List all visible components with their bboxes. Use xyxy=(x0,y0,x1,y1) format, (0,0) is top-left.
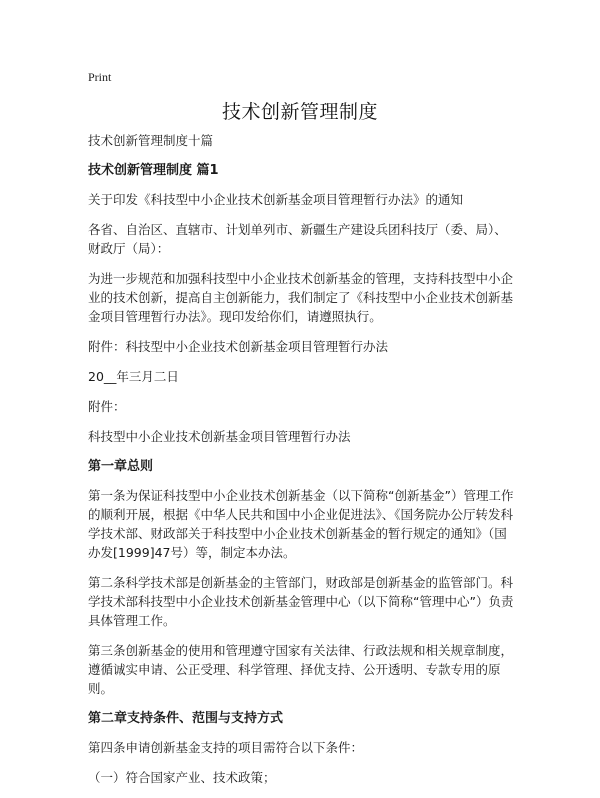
document-body xyxy=(88,131,514,798)
section-heading: 技术创新管理制度 篇1 xyxy=(88,163,219,178)
attachment-line: 附件：科技型中小企业技术创新基金项目管理暂行办法 xyxy=(88,339,389,354)
chapter1-heading: 第一章总则 xyxy=(88,459,154,474)
notice-title: 关于印发《科技型中小企业技术创新基金项目管理暂行办法》的通知 xyxy=(88,192,464,207)
document-title: 技术创新管理制度 xyxy=(221,101,378,123)
recipients-paragraph: 各省、自治区、直辖市、计划单列市、新疆生产建设兵团科技厅（委、局）、财政厅（局）： xyxy=(88,222,507,256)
attachment-label: 附件： xyxy=(88,399,126,414)
list-item-1: （一）符合国家产业、技术政策； xyxy=(88,770,276,785)
article-4: 第四条申请创新基金支持的项目需符合以下条件： xyxy=(88,740,364,755)
article-3: 第三条创新基金的使用和管理遵守国家有关法律、行政法规和相关规章制度，遵循诚实申请、公正受理、科学管理、择优支持、公开透明、专款专用的原则。 xyxy=(88,643,514,696)
article-1: 第一条为保证科技型中小企业技术创新基金（以下简称“创新基金”）管理工作的顺利开展，根据《中华人民共和国中小企业促进法》、《国务院办公厅转发科学技术部、财政部关于科技型中小企业技术创新基金的暂行规定的通知》（国办发[1999]47号）等，制定本办法。 xyxy=(88,488,514,560)
article-2: 第二条科学技术部是创新基金的主管部门，财政部是创新基金的监管部门。科学技术部科技型中小企业技术创新基金管理中心（以下简称“管理中心”）负责具体管理工作。 xyxy=(88,575,514,628)
attachment-title: 科技型中小企业技术创新基金项目管理暂行办法 xyxy=(88,429,351,444)
subtitle: 技术创新管理制度十篇 xyxy=(88,133,214,148)
chapter2-heading: 第二章支持条件、范围与支持方式 xyxy=(88,711,284,726)
date-line: 20__年三月二日 xyxy=(88,369,179,384)
print-link[interactable]: Print xyxy=(88,70,112,84)
intro-paragraph: 为进一步规范和加强科技型中小企业技术创新基金的管理，支持科技型中小企业的技术创新，提高自主创新能力，我们制定了《科技型中小企业技术创新基金项目管理暂行办法》。现印发给你们，请遵照执行。 xyxy=(88,271,514,324)
